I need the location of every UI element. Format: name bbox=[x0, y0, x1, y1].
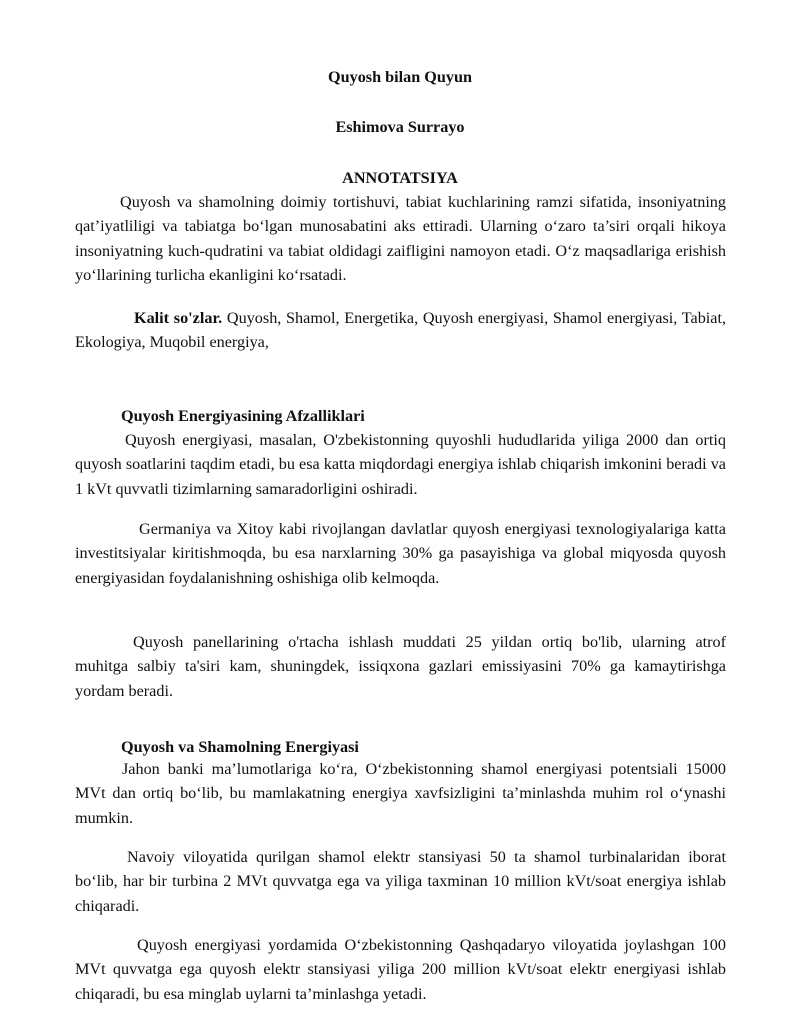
abstract-heading: ANNOTATSIYA bbox=[342, 169, 458, 187]
document-title: Quyosh bilan Quyun bbox=[328, 68, 472, 86]
section-paragraph: Quyosh panellarining o'rtacha ishlash muddati 25 yildan ortiq bo'lib, ularning atrof muhitga salbiy ta'siri kam, shuningdek, issiqxona gazlari emissiyasini 70% ga kamaytirishga yordam beradi. bbox=[75, 633, 726, 700]
keywords-text: Quyosh, Shamol, Energetika, Quyosh energiyasi, Shamol energiyasi, Tabiat, Ekologiya, Muqobil energiya, bbox=[75, 309, 727, 352]
keywords-paragraph bbox=[75, 306, 726, 355]
section-paragraph: Jahon banki ma’lumotlariga ko‘ra, O‘zbekistonning shamol energiyasi potentsiali 15000 MVt dan ortiq bo‘lib, bu mamlakatning energiya xavfsizligini ta’minlashda muhim rol o‘ynashi mumkin. bbox=[75, 760, 726, 827]
section-heading-solar-advantages: Quyosh Energiyasining Afzalliklari bbox=[121, 407, 365, 425]
section-paragraph: Germaniya va Xitoy kabi rivojlangan davlatlar quyosh energiyasi texnologiyalariga katta investitsiyalar kiritishmoqda, bu esa narxlarning 30% ga pasayishiga va global miqyosda quyosh energiyasidan foydalanishning oshishiga olib kelmoqda. bbox=[75, 520, 726, 587]
section-paragraph: Quyosh energiyasi yordamida O‘zbekistonning Qashqadaryo viloyatida joylashgan 100 MVt quvvatga ega quyosh elektr stansiyasi yiliga 200 million kVt/soat elektr energiyasi ishlab chiqaradi, bu esa minglab uylarni ta’minlashga yetadi. bbox=[75, 936, 726, 1003]
section-heading-solar-wind-energy: Quyosh va Shamolning Energiyasi bbox=[121, 738, 359, 756]
section-paragraph: Navoiy viloyatida qurilgan shamol elektr stansiyasi 50 ta shamol turbinalaridan iborat bo‘lib, har bir turbina 2 MVt quvvatga ega va yiliga taxminan 10 million kVt/soat energiya ishlab chiqaradi. bbox=[75, 848, 726, 915]
keywords-label: Kalit so'zlar. bbox=[134, 309, 223, 327]
abstract-paragraph: Quyosh va shamolning doimiy tortishuvi, tabiat kuchlarining ramzi sifatida, insoniyatning qat’iyatliligi va tabiatga bo‘lgan munosabatini aks ettiradi. Ularning o‘zaro ta’siri orqali hikoya insoniyatning kuch-qudratini va tabiat oldidagi zaifligini namoyon etadi. O‘z maqsadlariga erishish yo‘llarining turlicha ekanligini ko‘rsatadi. bbox=[75, 193, 726, 285]
section-paragraph: Quyosh energiyasi, masalan, O'zbekistonning quyoshli hududlarida yiliga 2000 dan ortiq quyosh soatlarini taqdim etadi, bu esa katta miqdordagi energiya ishlab chiqarish imkonini beradi va 1 kVt quvvatli tizimlarning samaradorligini oshiradi. bbox=[75, 431, 726, 498]
author-name: Eshimova Surrayo bbox=[335, 118, 465, 136]
